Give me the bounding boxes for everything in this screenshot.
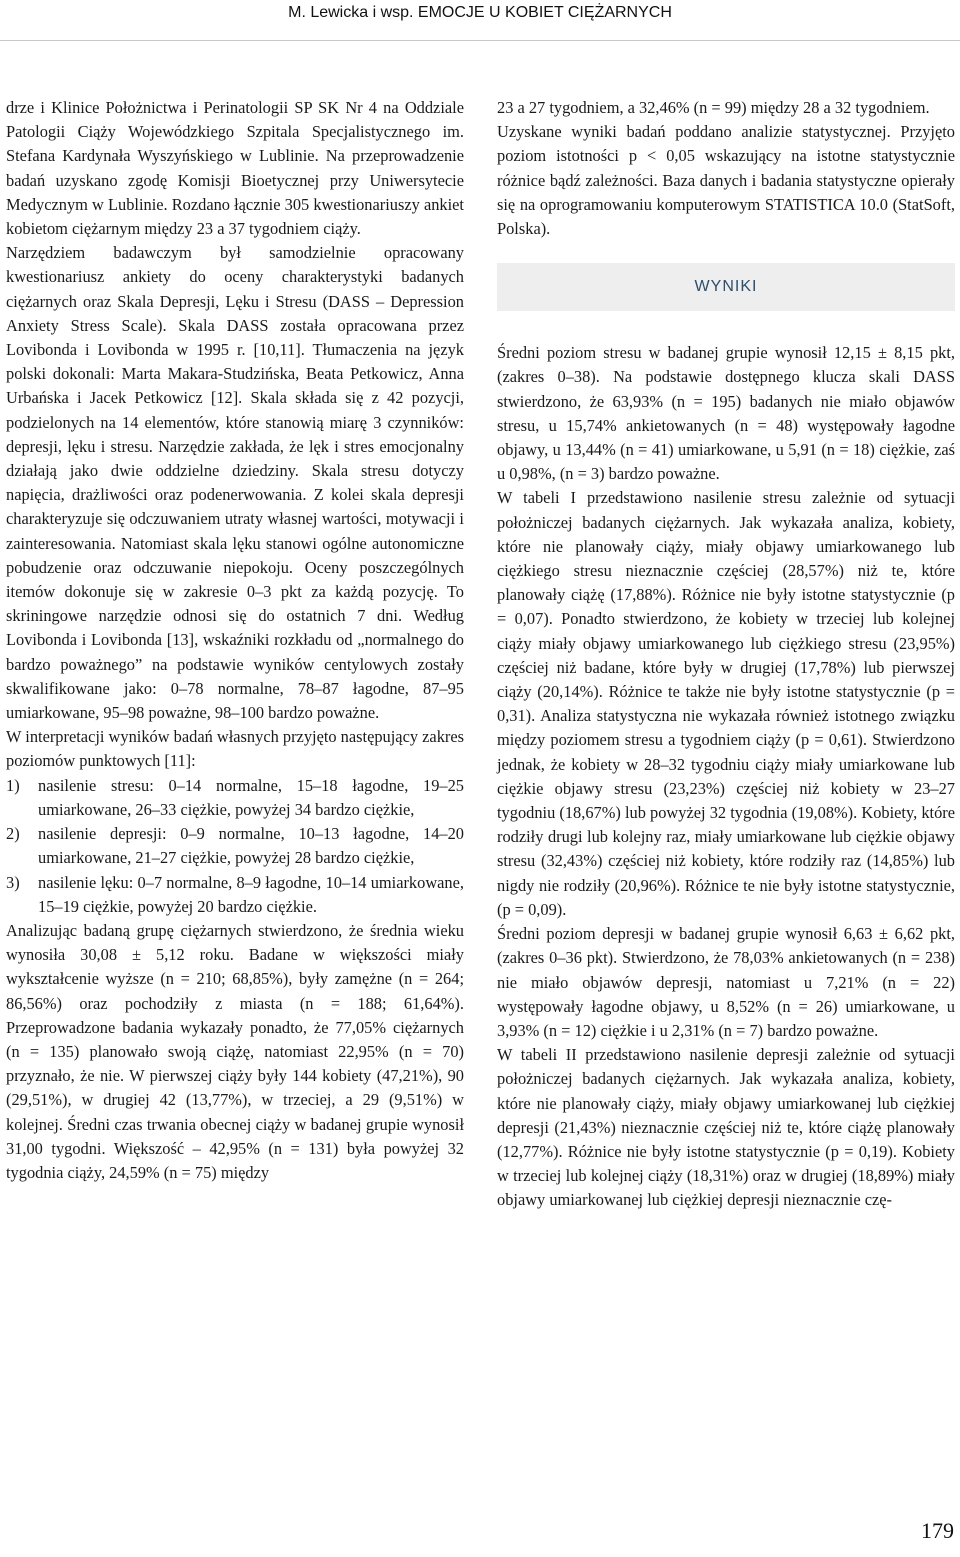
section-title: WYNIKI: [694, 278, 758, 296]
list-item: [6, 774, 464, 822]
paragraph: Analizując badaną grupę ciężarnych stwierdzono, że średnia wieku wynosiła 30,08 ± 5,12 roku. Badane w większości miały wykształcenie wyższe (n = 210; 68,85%), były zamężne (n = 264; 86,56%) oraz pochodziły z miasta (n = 188; 61,64%). Przeprowadzone badania wykazały ponadto, że 77,05% ciężarnych (n = 135) planowało swoją ciążę, natomiast 22,95% (n = 70) przyznało, że nie. W pierwszej ciąży były 144 kobiety (47,21%), 90 (29,51%), w drugiej 42 (13,77%), w trzeciej, a 29 (9,51%) w kolejnej. Średni czas trwania obecnej ciąży w badanej grupie wynosił 31,00 tygodni. Większość – 42,95% (n = 131) była powyżej 32 tygodnia ciąży, 24,59% (n = 75) między: [6, 920, 464, 1182]
list-item-number: 3): [6, 872, 20, 892]
list-item-number: 1): [6, 775, 20, 795]
paragraph: W tabeli I przedstawiono nasilenie stresu zależnie od sytuacji położniczej badanych ciężarnych. Jak wykazała analiza, kobiety, które nie planowały ciąży, miały objawy umiarkowanego lub ciężkiego stresu nieznacznie częściej (28,57%) niż te, które planowały ciążę (17,88%). Różnice nie były istotne statystycznie (p = 0,07). Ponadto stwierdzono, że kobiety w trzeciej lub kolejnej ciąży miały objawy umiarkowanego lub ciężkiego stresu (23,95%) częściej niż badane, które były w drugiej (17,78%) lub pierwszej ciąży (20,14%). Różnice te także nie były istotne statystycznie (p = 0,31). Analiza statystyczna nie wykazała również istotnego związku między poziomem stresu a tygodniem ciąży (p = 0,61). Stwierdzono jednak, że kobiety w 28–32 tygodniu ciąży miały umiarkowane lub ciężkie objawy stresu (23,23%) częściej niż kobiety w 23–27 tygodniu (18,67%) lub powyżej 32 tygodnia (19,08%). Kobiety, które rodziły drugi lub kolejny raz, miały umiarkowane lub ciężkie objawy stresu (32,43%) częściej niż kobiety, które rodziły raz (14,85%) lub nigdy nie rodziły (20,96%). Różnice te nie były istotne statystycznie, (p = 0,09).: [497, 488, 955, 919]
paragraph: Uzyskane wyniki badań poddano analizie statystycznej. Przyjęto poziom istotności p < 0,05 wskazujący na istotne statystycznie różnice bądź zależności. Baza danych i badania statystyczne opierały się na oprogramowaniu komputerowym STATISTICA 10.0 (StatSoft, Polska).: [497, 122, 955, 239]
paragraph: Średni poziom stresu w badanej grupie wynosił 12,15 ± 8,15 pkt, (zakres 0–38). Na podstawie dostępnego klucza skali DASS stwierdzono, że 63,93% (n = 195) badanych nie miało objawów stresu, u 15,74% ankietowanych (n = 48) występowały łagodne objawy, u 13,44% (n = 41) umiarkowane, u 5,91 (n = 18) ciężkie, zaś u 0,98%, (n = 3) bardzo poważne.: [497, 343, 955, 484]
page-number: 179: [921, 1518, 954, 1543]
left-column: [6, 96, 464, 1185]
list-item-number: 2): [6, 824, 20, 844]
paragraph: drze i Klinice Położnictwa i Perinatologii SP SK Nr 4 na Oddziale Patologii Ciąży Wojewódzkiego Szpitala Specjalistycznego im. Stefana Kardynała Wyszyńskiego w Lublinie. Na przeprowadzenie badań uzyskano zgodę Komisji Bioetycznej przy Uniwersytecie Medycznym w Lublinie. Rozdano łącznie 305 kwestionariuszy ankiet kobietom ciężarnym między 23 a 37 tygodniem ciąży.: [6, 98, 464, 239]
list-item-text: nasilenie lęku: 0–7 normalne, 8–9 łagodne, 10–14 umiarkowane, 15–19 ciężkie, powyżej 20 bardzo ciężkie.: [38, 872, 464, 916]
paragraph: W tabeli II przedstawiono nasilenie depresji zależnie od sytuacji położniczej badanych ciężarnych. Jak wykazała analiza, kobiety, które nie planowały ciąży, miały objawy umiarkowanej lub ciężkiej depresji (21,43%) nieznacznie częściej niż te, które ciążę planowały (12,77%). Różnice nie były istotne statystycznie (p = 0,19). Kobiety w trzeciej lub kolejnej ciąży (18,31%) oraz w drugiej (18,89%) miały objawy umiarkowanej lub ciężkiej depresji nieznacznie czę-: [497, 1045, 955, 1210]
right-column: [497, 96, 955, 1213]
paragraph: W interpretacji wyników badań własnych przyjęto następujący zakres poziomów punktowych [11]:: [6, 727, 465, 771]
list-item: [6, 871, 464, 919]
header-divider: [0, 40, 960, 41]
section-heading-results: [497, 263, 955, 311]
list-item: [6, 822, 464, 870]
running-header: M. Lewicka i wsp. EMOCJE U KOBIET CIĘŻARNYCH: [288, 4, 672, 21]
paragraph: 23 a 27 tygodniem, a 32,46% (n = 99) między 28 a 32 tygodniem.: [497, 98, 930, 117]
paragraph: Narzędziem badawczym był samodzielnie opracowany kwestionariusz ankiety do oceny charakterystyki badanych ciężarnych oraz Skala Depresji, Lęku i Stresu (DASS – Depression Anxiety Stress Scale). Skala DASS została opracowana przez Lovibonda i Lovibonda w 1995 r. [10,11]. Tłumaczenia na język polski dokonali: Marta Makara-Studzińska, Beata Petkowicz, Anna Urbańska i Jacek Petkowicz [12]. Skala składa się z 42 pozycji, podzielonych na 14 elementów, które stanowią miarę 3 czynników: depresji, lęku i stresu. Narzędzie zakłada, że lęk i stres emocjonalny działają jako dwie oddzielne dziedziny. Skala stresu dotyczy napięcia, drażliwości oraz podenerwowania. Z kolei skala depresji charakteryzuje się odczuwaniem utraty własnej wartości, motywacji i zainteresowania. Natomiast skala lęku stanowi ogólne autonomiczne pobudzenie oraz odczuwanie niepokoju. Oceny poszczególnych itemów dokonuje się w zakresie 0–3 pkt za każdą pozycję. To skriningowe narzędzie odnosi się do ostatnich 7 dni. Według Lovibonda i Lovibonda [13], wskaźniki rozkładu od „normalnego do bardzo poważnego” na podstawie wyników centylowych zostały skwalifikowane jako: 0–78 normalne, 78–87 łagodne, 87–95 umiarkowane, 95–98 poważne, 98–100 bardzo poważne.: [6, 243, 464, 723]
score-ranges-list: [6, 774, 464, 919]
list-item-text: nasilenie stresu: 0–14 normalne, 15–18 łagodne, 19–25 umiarkowane, 26–33 ciężkie, powyżej 34 bardzo ciężkie,: [38, 775, 464, 819]
paragraph: Średni poziom depresji w badanej grupie wynosił 6,63 ± 6,62 pkt, (zakres 0–36 pkt). Stwierdzono, że 78,03% ankietowanych (n = 238) nie miało objawów depresji, natomiast u 7,21% (n = 22) występowały łagodne objawy, u 8,52% (n = 26) umiarkowane, u 3,93% (n = 12) ciężkie i u 2,31% (n = 7) bardzo poważne.: [497, 924, 955, 1040]
list-item-text: nasilenie depresji: 0–9 normalne, 10–13 łagodne, 14–20 umiarkowane, 21–27 ciężkie, powyżej 28 bardzo ciężkie,: [38, 824, 464, 868]
